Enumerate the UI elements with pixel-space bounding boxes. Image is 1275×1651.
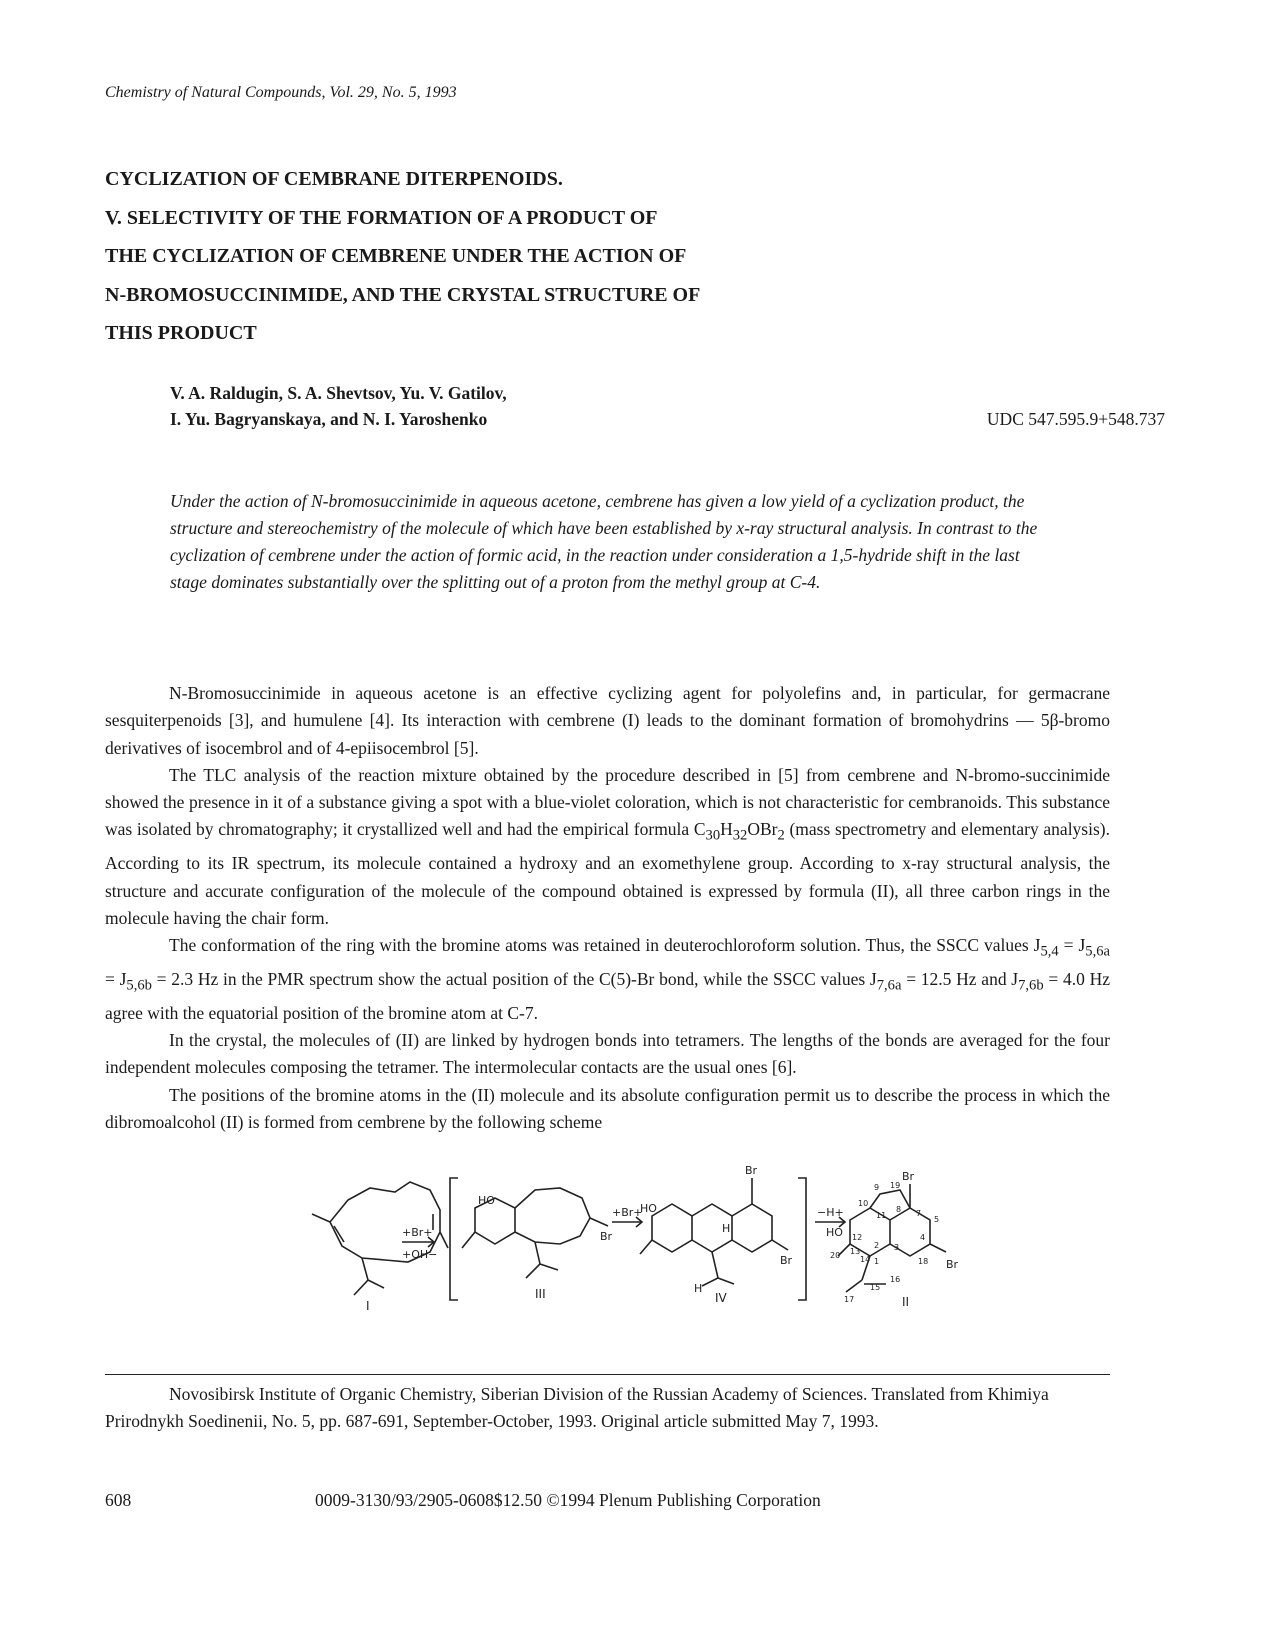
p3-text: = J [1058, 935, 1086, 956]
atom-number: 15 [870, 1283, 881, 1292]
j-sub: 5,4 [1040, 943, 1059, 960]
carbocation-isopropyl [702, 1252, 734, 1286]
formula-sub: 2 [777, 827, 785, 844]
h-label: H [694, 1282, 703, 1295]
journal-citation: Chemistry of Natural Compounds, Vol. 29, No. 5, 1993 [105, 84, 457, 101]
copyright-code: 0009-3130/93/2905-0608$12.50 ©1994 Plenum Publishing Corporation [315, 1490, 821, 1510]
atom-number: 3 [894, 1243, 900, 1252]
atom-number: 2 [874, 1241, 880, 1250]
affiliation-text: Novosibirsk Institute of Organic Chemistry, Siberian Division of the Russian Academy of Sciences. Translated from Khimiya Prirodnykh Soedinenii, No. 5, pp. 687-691, September-October, 1993. Original article submitted May 7, 1993. [105, 1384, 1049, 1431]
atom-number: 18 [918, 1257, 929, 1266]
p2-text-b: (mass spectrometry and elementary analysis). According to its IR spectrum, its molecule contained a hydroxy and an exomethylene group. According to x-ray structural analysis, the structure and accurate configuration of the molecule of the compound obtained is expressed by formula (II), all three carbon rings in the molecule having the chair form. [105, 819, 1110, 928]
j-sub: 5,6b [126, 977, 152, 994]
intermediate-macrocycle [515, 1188, 590, 1244]
atom-number: 17 [844, 1295, 855, 1304]
footnote-rule [105, 1374, 1110, 1375]
intermediate-methyl [462, 1232, 475, 1248]
label-compound-IV: IV [715, 1291, 727, 1305]
atom-number: 10 [858, 1199, 869, 1208]
affiliation-footnote [105, 1381, 1110, 1435]
title-line: N-BROMOSUCCINIMIDE, AND THE CRYSTAL STRUCTURE OF [105, 283, 701, 306]
intermediate-isopropyl [526, 1242, 558, 1278]
body-paragraph-1: N-Bromosuccinimide in aqueous acetone is an effective cyclizing agent for polyolefins and, in particular, for germacrane sesquiterpenoids [3], and humulene [4]. Its interaction with cembrene (I) leads to the dominant formation of bromohydrins — 5β-bromo derivatives of isocembrol and of 4-epiisocembrol [5]. [105, 683, 1110, 758]
title-line: THIS PRODUCT [105, 322, 257, 344]
p3-text: The conformation of the ring with the bromine atoms was retained in deuterochloroform solution. Thus, the SSCC values J [169, 935, 1041, 956]
j-sub: 7,6a [876, 977, 902, 994]
br-label: Br [946, 1258, 959, 1271]
p2-text-a: The TLC analysis of the reaction mixture obtained by the procedure described in [5] from cembrene and N-bromo-succinimide showed the presence in it of a substance giving a spot with a blue-violet coloration, which is not characteristic for cembranoids. This substance was isolated by chromatography; it crystallized well and had the empirical formula C [105, 764, 1110, 840]
arrow1-bottom-label: +OH− [402, 1248, 438, 1261]
atom-number: 4 [920, 1233, 926, 1242]
formula-sub: 30 [705, 827, 721, 844]
body-paragraph-2 [105, 762, 1110, 932]
j-sub: 7,6b [1018, 977, 1044, 994]
intermediate-br-bond [590, 1218, 608, 1226]
bracket-right [798, 1178, 806, 1300]
carbocation-ring-a [652, 1204, 692, 1252]
title-line: CYCLIZATION OF CEMBRANE DITERPENOIDS. [105, 168, 563, 190]
atom-number: 14 [860, 1255, 871, 1264]
reaction-scheme [290, 1160, 990, 1320]
formula-part: H [720, 819, 733, 840]
carbocation-br-bond-2 [772, 1240, 788, 1250]
p3-text: = 12.5 Hz and J [901, 968, 1019, 989]
br-label: Br [600, 1230, 613, 1243]
ho-label: HO [478, 1194, 495, 1207]
reaction-scheme-svg [290, 1160, 990, 1320]
arrow2-top-label: +Br+ [612, 1206, 643, 1219]
cembrene-isopropyl [354, 1258, 384, 1295]
title-line: THE CYCLIZATION OF CEMBRENE UNDER THE ACTION OF [105, 245, 687, 267]
body-paragraph-5: The positions of the bromine atoms in the (II) molecule and its absolute configuration permit us to describe the process in which the dibromoalcohol (II) is formed from cembrene by the following scheme [105, 1084, 1110, 1132]
atom-number: 20 [830, 1251, 841, 1260]
ho-label: HO [826, 1226, 843, 1239]
br-label: Br [745, 1164, 758, 1177]
arrow1-top-label: +Br+ [402, 1226, 433, 1239]
atom-number: 7 [916, 1209, 922, 1218]
ho-label: HO [640, 1202, 657, 1215]
page-number: 608 [105, 1490, 132, 1510]
br-label: Br [902, 1170, 915, 1183]
atom-number: 8 [896, 1205, 902, 1214]
carbocation-ring-c [732, 1204, 772, 1252]
authors-line-2: I. Yu. Bagryanskaya, and N. I. Yaroshenko [170, 409, 488, 429]
authors-line-1: V. A. Raldugin, S. A. Shevtsov, Yu. V. Gatilov, [170, 383, 507, 403]
formula-sub: 32 [732, 827, 748, 844]
atom-number: 1 [874, 1257, 880, 1266]
arrow3-top-label: −H+ [817, 1206, 844, 1219]
p3-text: = J [105, 968, 127, 989]
body-paragraph-4: In the crystal, the molecules of (II) are linked by hydrogen bonds into tetramers. The lengths of the bonds are averaged for the four independent molecules composing the tetramer. The intermolecular contacts are the usual ones [6]. [105, 1030, 1110, 1078]
atom-number: 13 [850, 1247, 861, 1256]
cembrene-methyl [440, 1232, 448, 1248]
title-line: V. SELECTIVITY OF THE FORMATION OF A PRODUCT OF [105, 206, 658, 229]
atom-number: 19 [890, 1181, 901, 1190]
atom-number: 9 [874, 1183, 880, 1192]
bracket-left [450, 1178, 458, 1300]
author-list [170, 380, 507, 432]
h-label: H [722, 1222, 731, 1235]
atom-number: 12 [852, 1233, 863, 1242]
carbocation-methyl [640, 1240, 652, 1254]
atom-number: 11 [876, 1211, 887, 1220]
label-compound-III: III [535, 1287, 546, 1301]
p3-text: = 4.0 Hz agree with the equatorial position of the bromine atom at C-7. [105, 968, 1110, 1023]
label-compound-I: I [366, 1299, 370, 1313]
br-label: Br [780, 1254, 793, 1267]
article-title [105, 160, 865, 353]
label-compound-II: II [902, 1295, 910, 1309]
product-br-bond-2 [930, 1244, 946, 1252]
atom-number: 5 [934, 1215, 940, 1224]
formula-part: OBr [747, 819, 778, 840]
article-body [105, 680, 1110, 1136]
body-paragraph-3 [105, 932, 1110, 1027]
atom-number: 16 [890, 1275, 901, 1284]
udc-code: UDC 547.595.9+548.737 [986, 409, 1165, 429]
j-sub: 5,6a [1085, 943, 1110, 960]
abstract: Under the action of N-bromosuccinimide in aqueous acetone, cembrene has given a low yield of a cyclization product, the structure and stereochemistry of the molecule of which have been established by x-ray structural analysis. In contrast to the cyclization of cembrene under the action of formic acid, in the reaction under consideration a 1,5-hydride shift in the last stage dominates substantially over the splitting out of a proton from the methyl group at C-4. [170, 491, 1038, 592]
cembrene-methyl [312, 1214, 330, 1222]
product-ring-c [870, 1190, 910, 1208]
p3-text: = 2.3 Hz in the PMR spectrum show the actual position of the C(5)-Br bond, while the SSCC values J [151, 968, 877, 989]
